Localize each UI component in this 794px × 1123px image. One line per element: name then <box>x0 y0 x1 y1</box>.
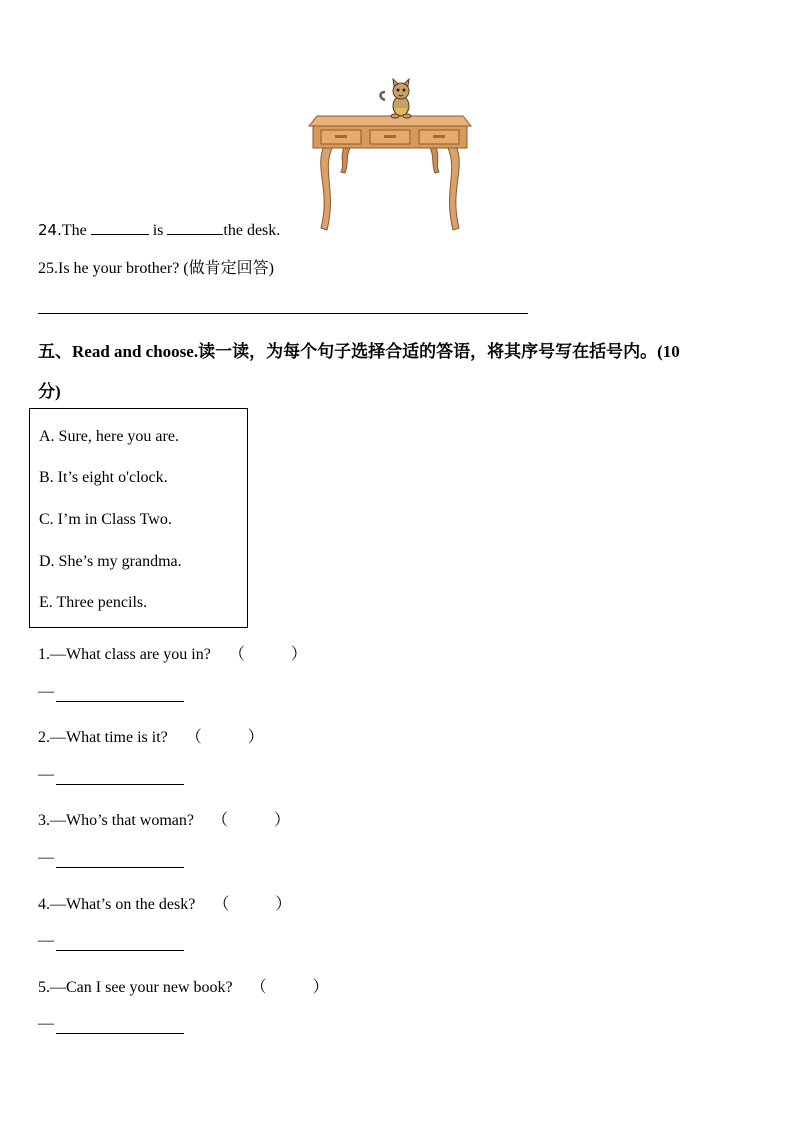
answer-line-1[interactable] <box>56 701 184 702</box>
q24-word-the: The <box>61 222 87 239</box>
question-1 <box>38 641 307 664</box>
answer-line-5[interactable] <box>56 1033 184 1034</box>
question-text: 1.—What class are you in? <box>38 646 211 663</box>
option-d: D. She’s my grandma. <box>39 553 182 570</box>
options-box <box>29 408 248 628</box>
answer-line-3[interactable] <box>56 867 184 868</box>
question-text: 3.—Who’s that woman? <box>38 812 194 829</box>
question-number: 24. <box>38 221 62 239</box>
question-3 <box>38 807 290 830</box>
answer-paren-close: ） <box>275 896 292 913</box>
question-text: 5.—Can I see your new book? <box>38 979 233 996</box>
answer-paren-close: ） <box>312 979 329 996</box>
question-5 <box>38 974 329 997</box>
answer-line-2[interactable] <box>56 784 184 785</box>
option-a: A. Sure, here you are. <box>39 428 179 445</box>
answer-line-4[interactable] <box>56 950 184 951</box>
q24-blank-1[interactable] <box>91 220 149 235</box>
section-5-heading-line-2: 分) <box>38 382 61 401</box>
q24-word-is: is <box>152 222 164 239</box>
answer-dash: — <box>38 1015 54 1032</box>
answer-dash: — <box>38 766 54 783</box>
answer-paren-open: （ <box>185 729 202 746</box>
answer-paren-open: （ <box>211 812 228 829</box>
question-text: 2.—What time is it? <box>38 729 168 746</box>
answer-dash: — <box>38 849 54 866</box>
option-e: E. Three pencils. <box>39 594 148 611</box>
answer-paren-open: （ <box>213 896 230 913</box>
question-4 <box>38 891 291 914</box>
cat-on-desk-illustration <box>305 78 475 238</box>
q24-suffix: the desk. <box>223 222 281 239</box>
answer-dash: — <box>38 932 54 949</box>
answer-dash: — <box>38 683 54 700</box>
question-2 <box>38 724 264 747</box>
answer-paren-close: ） <box>247 729 264 746</box>
section-5-heading-line-1: 五、Read and choose.读一读，为每个句子选择合适的答语，将其序号写在括号内。(10 <box>38 342 680 361</box>
answer-paren-open: （ <box>228 646 245 663</box>
question-25: 25.Is he your brother? (做肯定回答) <box>38 260 274 277</box>
q24-blank-2[interactable] <box>167 220 223 235</box>
answer-paren-close: ） <box>273 812 290 829</box>
q25-answer-line[interactable] <box>38 313 528 314</box>
answer-paren-close: ） <box>290 646 307 663</box>
option-b: B. It’s eight o'clock. <box>39 469 168 486</box>
answer-paren-open: （ <box>250 979 267 996</box>
question-24 <box>38 220 280 240</box>
question-text: 4.—What’s on the desk? <box>38 896 196 913</box>
option-c: C. I’m in Class Two. <box>39 511 172 528</box>
